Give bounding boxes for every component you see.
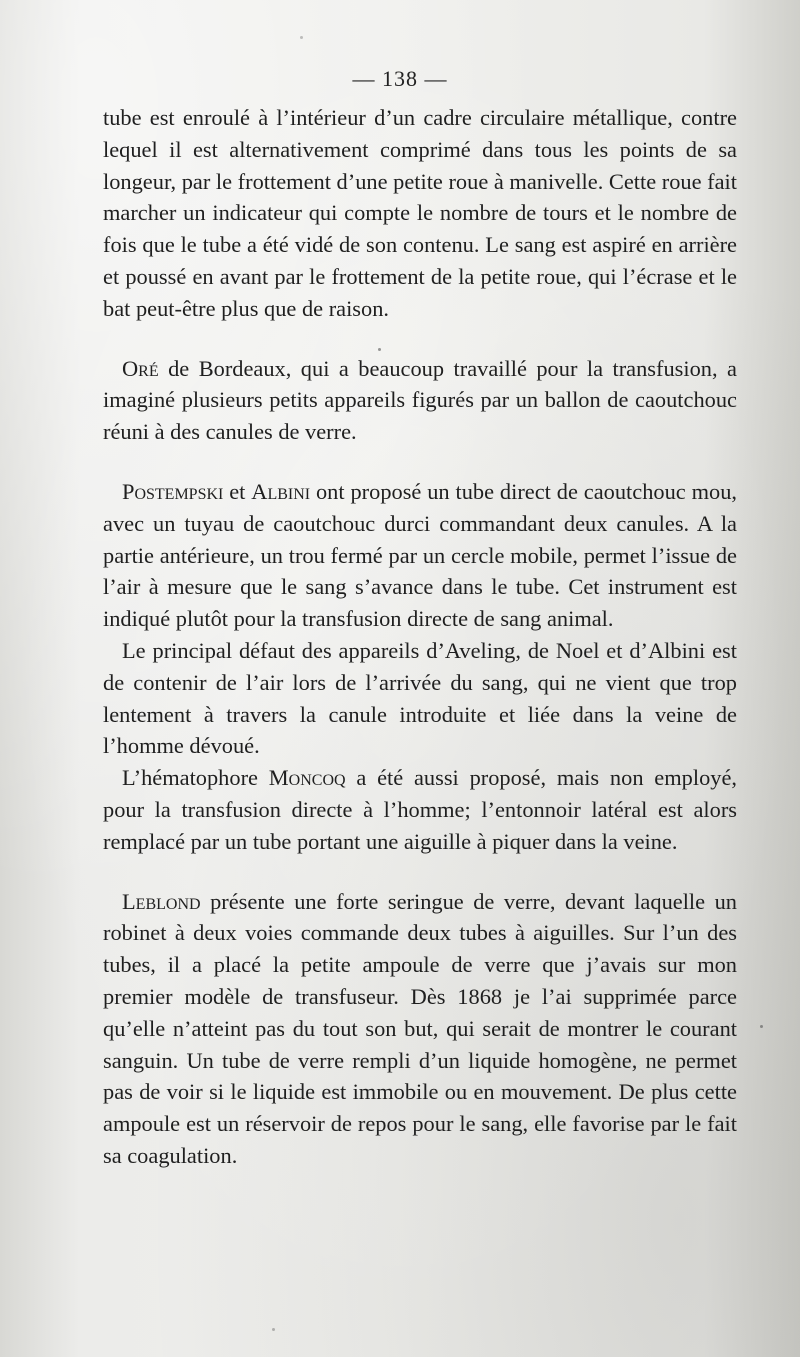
print-speck xyxy=(300,36,303,39)
author-name-leblond: Leblond xyxy=(122,888,201,914)
author-name-ore: Oré xyxy=(122,355,159,381)
paragraph-1 xyxy=(103,102,737,325)
paragraph-5-lead: L’hématophore xyxy=(122,765,269,791)
paragraph-6-text: présente une forte seringue de verre, devant laquelle un robinet à deux voies commande deux tubes à aiguilles. Sur l’un des tubes, il a placé la petite ampoule de verre que j’avais sur mon premier modèle de transfuseur. Dès 1868 je l’ai supprimée parce qu’elle n’atteint pas du tout son but, qui serait de montrer le courant sanguin. Un tube de verre rempli d’un liquide homogène, ne permet pas de voir si le liquide est immobile ou en mouvement. De plus cette ampoule est un réservoir de repos pour le sang, elle favorise par le fait sa coagulation. xyxy=(103,888,737,1168)
paragraph-3-connector: et xyxy=(223,478,252,504)
paragraph-4-text: Le principal défaut des appareils d’Aveling, de Noel et d’Albini est de contenir de l’air lors de l’arrivée du sang, qui ne vient que trop lentement à travers la canule introduite et liée dans la veine de l’homme dévoué. xyxy=(103,637,737,759)
paragraph-2-text: de Bordeaux, qui a beaucoup travaillé pour la transfusion, a imaginé plusieurs petits appareils figurés par un ballon de caoutchouc réuni à des canules de verre. xyxy=(103,355,737,445)
paragraph-2 xyxy=(103,353,737,448)
paragraph-3 xyxy=(103,476,737,635)
author-name-moncoq: Moncoq xyxy=(268,765,346,791)
paragraph-6 xyxy=(103,886,737,1172)
print-speck xyxy=(378,348,381,351)
author-name-postempski: Postempski xyxy=(122,478,224,504)
body-text xyxy=(103,102,737,1172)
paragraph-5 xyxy=(103,762,737,857)
print-speck xyxy=(760,1025,763,1028)
paragraph-3-text: ont proposé un tube direct de caoutchouc mou, avec un tuyau de caoutchouc durci commandant deux canules. A la partie antérieure, un trou fermé par un cercle mobile, permet l’issue de l’air à mesure que le sang s’avance dans le tube. Cet instrument est indiqué plutôt pour la transfusion directe de sang animal. xyxy=(103,478,738,632)
paragraph-1-text: tube est enroulé à l’intérieur d’un cadre circulaire métallique, contre lequel il est alternativement comprimé dans tous les points de sa longeur, par le frottement d’une petite roue à manivelle. Cette roue fait marcher un indicateur qui compte le nombre de tours et le nombre de fois que le tube a été vidé de son contenu. Le sang est aspiré en arrière et poussé en avant par le frottement de la petite roue, qui l’écrase et le bat peut-être plus que de raison. xyxy=(103,105,737,321)
paragraph-5-text: a été aussi proposé, mais non employé, pour la transfusion directe à l’homme; l’entonnoir latéral est alors remplacé par un tube portant une aiguille à piquer dans la veine. xyxy=(103,765,738,854)
author-name-albini: Albini xyxy=(251,478,311,504)
print-speck xyxy=(272,1328,275,1331)
page-number: — 138 — xyxy=(352,66,448,91)
paragraph-4 xyxy=(103,635,737,762)
